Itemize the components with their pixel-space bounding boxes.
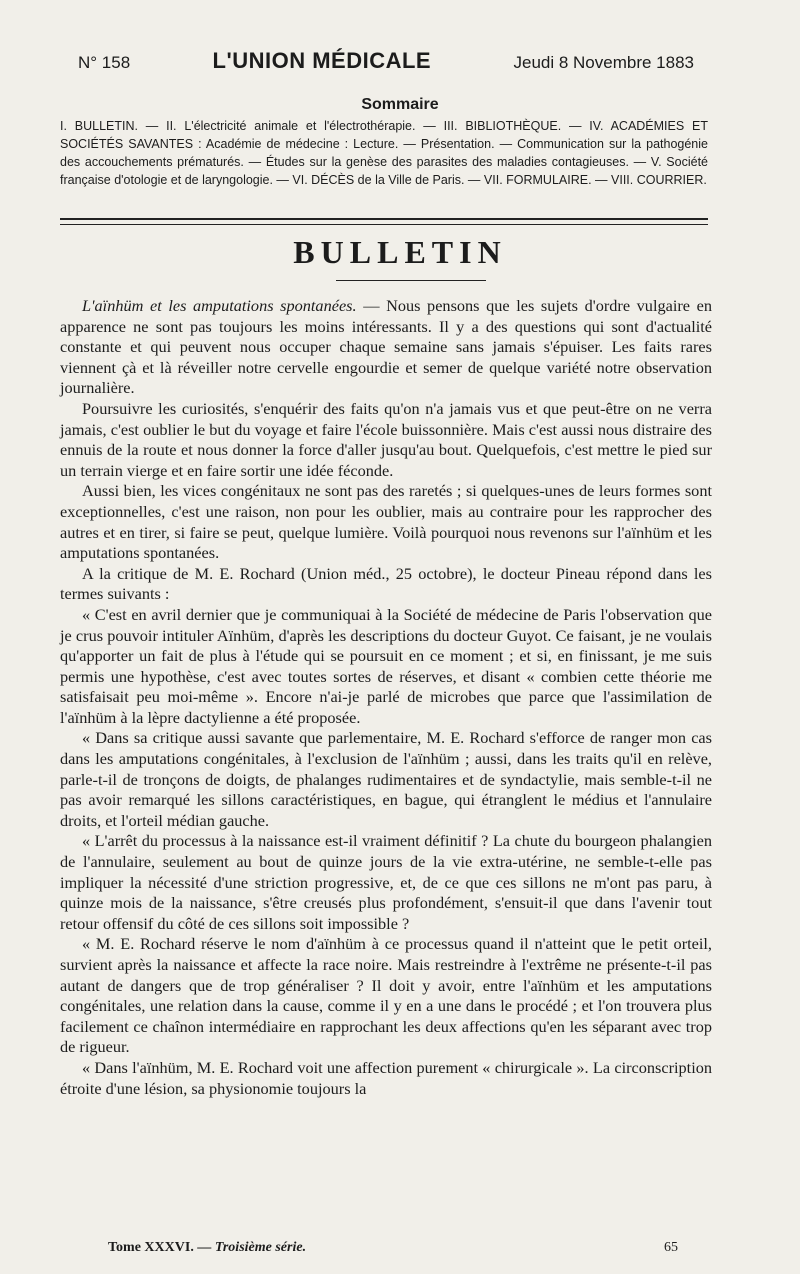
paragraph-1 (60, 296, 712, 399)
summary-text: I. BULLETIN. — II. L'électricité animale et l'électrothérapie. — III. BIBLIOTHÈQUE. — IV. ACADÉMIES ET SOCIÉTÉS SAVANTES : Académie de médecine : Lecture. — Présentation. — Communication sur la pathogénie des accouchements prématurés. — Études sur la genèse des parasites des maladies contagieuses. — V. Société française d'otologie et de laryngologie. — VI. DÉCÈS de la Ville de Paris. — VII. FORMULAIRE. — VIII. COURRIER. (60, 119, 708, 187)
issue-date: Jeudi 8 Novembre 1883 (513, 53, 694, 72)
page-number: 65 (664, 1240, 678, 1255)
paragraph-7: « L'arrêt du processus à la naissance est-il vraiment définitif ? La chute du bourgeon phalangien de l'annulaire, seulement au bout de quinze jours de la vie extra-utérine, ne semble-t-elle pas impliquer la nécessité d'une striction progressive, et, de ce que ces sillons ne m'ont pas paru, à quinze mois de la naissance, s'être creusés plus profondément, s'ensuit-il que dans l'avenir tout retour offensif du côté de ces sillons soit impossible ? (60, 831, 712, 933)
issue-number: N° 158 (78, 53, 131, 72)
paragraph-2: Poursuivre les curiosités, s'enquérir des faits qu'on n'a jamais vus et que peut-être on ne verra jamais, c'est oublier le but du voyage et faire l'école buissonnière. Mais c'est aussi nous distraire des ennuis de la route et nous donner la force d'aller jusqu'au bout. Quelquefois, c'est mettre le pied sur un terrain vierge et en faire sortir une idée féconde. (60, 398, 712, 480)
footer-series: — Troisième série. (197, 1240, 307, 1255)
footer-tome: Tome XXXVI. (108, 1240, 194, 1255)
paragraph-5: « C'est en avril dernier que je communiquai à la Société de médecine de Paris l'observation que je crus pouvoir intituler Aïnhüm, d'après les descriptions du docteur Guyot. Ce faisant, je ne voulais qu'apporter un fait de plus à l'étude qui se poursuit en ce moment ; et si, en finissant, je me suis permis une hypothèse, c'est avec toutes sortes de réserves, et disant « combien cette théorie me satisfaisait peu moi-même ». Encore n'ai-je parlé de microbes que parce que l'assimilation de l'aïnhüm à la lèpre dactylienne a été proposée. (60, 604, 712, 727)
summary-title: Sommaire (361, 96, 439, 113)
section-title-underline (336, 280, 486, 281)
divider-thick (60, 218, 708, 220)
divider-thin (60, 224, 708, 225)
journal-title: L'UNION MÉDICALE (212, 48, 432, 73)
paragraph-3: Aussi bien, les vices congénitaux ne sont pas des raretés ; si quelques-unes de leurs formes sont exceptionnelles, c'est une raison, non pour les oublier, mais au contraire pour les rapprocher des autres et en tirer, si faire se peut, quelque lumière. Voilà pourquoi nous revenons sur l'aïnhüm et les amputations spontanées. (60, 481, 712, 563)
page-header (78, 48, 694, 82)
article-lead-title: L'aïnhüm et les amputations spontanées. (82, 296, 357, 315)
paragraph-9: « Dans l'aïnhüm, M. E. Rochard voit une affection purement « chirurgicale ». La circonscription étroite d'une lésion, sa physionomie toujours la (60, 1057, 712, 1098)
page-footer (108, 1240, 678, 1256)
footer-volume (108, 1240, 306, 1256)
paragraph-8: « M. E. Rochard réserve le nom d'aïnhüm à ce processus quand il n'atteint que le petit orteil, survient après la naissance et affecte la race noire. Mais restreindre à l'extrême ne présente-t-il pas autant de dangers que de trop généraliser ? Il doit y avoir, entre l'aïnhüm et les amputations congénitales, une relation dans la cause, comme il y en a une dans le procédé ; et l'on trouvera plus facilement ce chaînon intermédiaire en rapprochant les deux affections qu'en les séparant avec trop de rigueur. (60, 934, 712, 1057)
paragraph-4: A la critique de M. E. Rochard (Union méd., 25 octobre), le docteur Pineau répond dans les termes suivants : (60, 563, 712, 604)
article-body (60, 296, 712, 1099)
paragraph-1-text: — Nous pensons que les sujets d'ordre vulgaire en apparence ne sont pas toujours les moins intéressants. Il y a des questions qui sont d'actualité constante et qui peuvent nous occuper chaque semaine sans jamais s'épuiser. Les faits rares viennent çà et là réveiller notre cervelle engourdie et semer de quelque variété notre observation journalière. (60, 296, 712, 398)
paragraph-6: « Dans sa critique aussi savante que parlementaire, M. E. Rochard s'efforce de ranger mon cas dans les amputations congénitales, à l'exclusion de l'aïnhüm ; aussi, dans les traits qu'il en relève, parle-t-il de tronçons de doigts, de phalanges rudimentaires et de syndactylie, mais semble-t-il ne pas avoir remarqué les sillons caractéristiques, en bague, qui étranglent le médius et l'annulaire droits, et l'orteil médian gauche. (60, 728, 712, 830)
section-title: BULLETIN (293, 234, 507, 270)
